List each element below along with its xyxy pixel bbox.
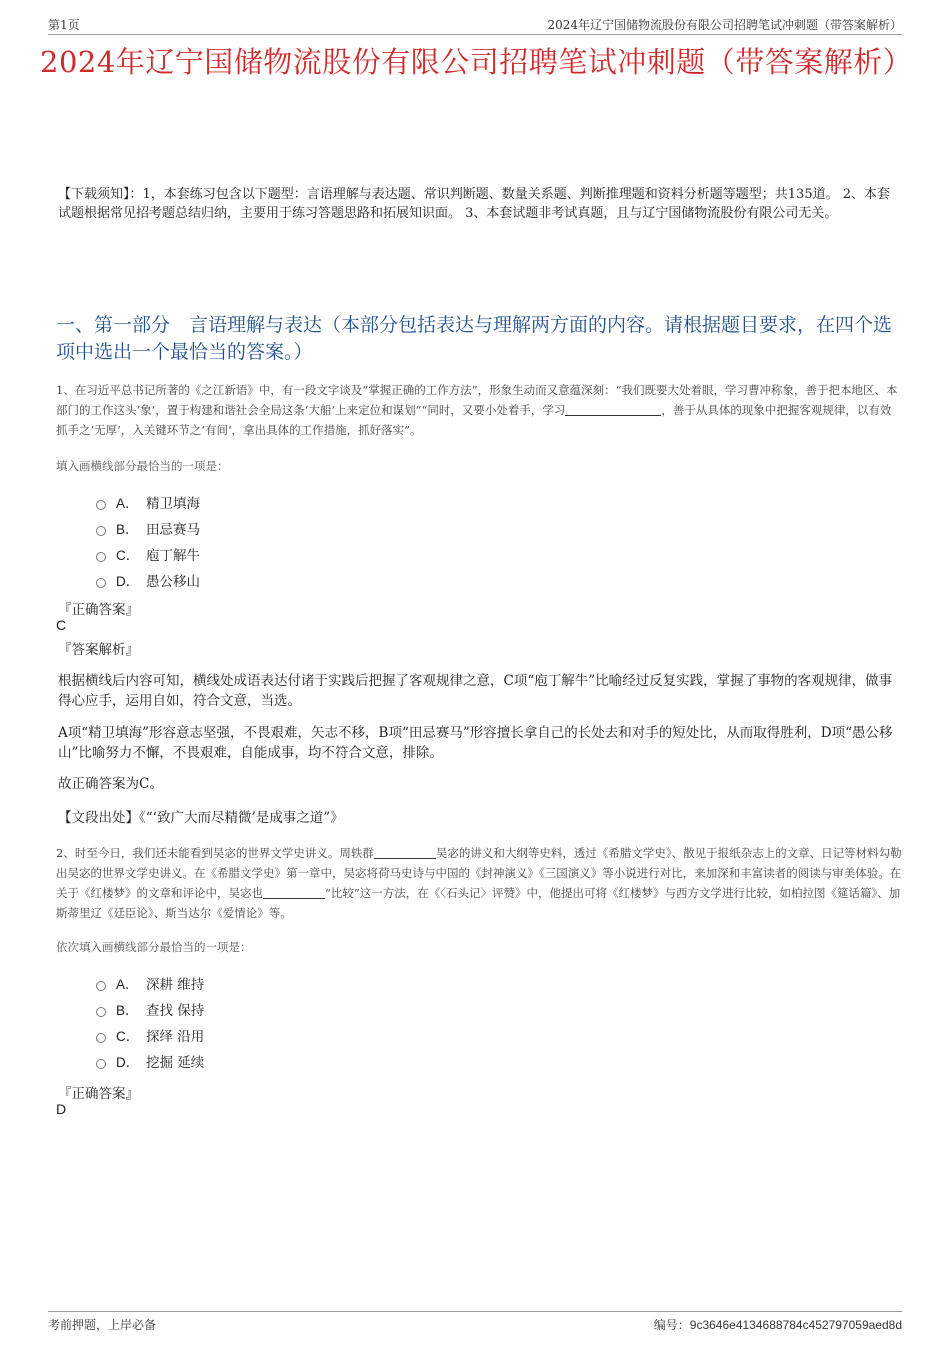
radio-button[interactable]: [96, 1059, 106, 1069]
download-notice: 【下载须知】：1，本套练习包含以下题型：言语理解与表达题、常识判断题、数量关系题、判断推理题和资料分析题等题型；共135道。 2、本套试题根据常见招考题总结归纳，主要用于练习答题思路和拓展知识面。 3、本套试题非考试真题，且与辽宁国储物流股份有限公司无关。: [58, 187, 890, 221]
question-2-option-a[interactable]: A． 深耕 维持: [96, 973, 204, 993]
analysis-conclusion: 故正确答案为C。: [58, 776, 163, 792]
question-2-option-c[interactable]: C． 探绎 沿用: [96, 1025, 204, 1045]
page-footer: [48, 1311, 902, 1334]
answer-blank: [565, 403, 661, 416]
header-doc-title: 2024年辽宁国储物流股份有限公司招聘笔试冲刺题（带答案解析）: [547, 18, 902, 32]
question-2-prompt: 依次填入画横线部分最恰当的一项是：: [56, 940, 252, 954]
text-source: 【文段出处】《“‘致广大而尽精微’是成事之道”》: [58, 810, 344, 826]
correct-answer: C: [56, 617, 67, 633]
analysis-label: 『答案解析』: [58, 642, 139, 658]
question-1-option-d[interactable]: D． 愚公移山: [96, 570, 200, 590]
question-1-prompt: 填入画横线部分最恰当的一项是：: [56, 459, 229, 473]
correct-answer: D: [56, 1101, 67, 1117]
question-1-option-b[interactable]: B． 田忌赛马: [96, 518, 200, 538]
section-heading: 一、第一部分 言语理解与表达（本部分包括表达与理解两方面的内容。请根据题目要求，在四个选项中选出一个最恰当的答案。）: [56, 314, 893, 363]
page-title: 2024年辽宁国储物流股份有限公司招聘笔试冲刺题（带答案解析）: [40, 45, 913, 79]
question-2-option-d[interactable]: D． 挖掘 延续: [96, 1051, 204, 1071]
radio-button[interactable]: [96, 500, 106, 510]
correct-answer-label: 『正确答案』: [58, 602, 139, 618]
radio-button[interactable]: [96, 578, 106, 588]
question-2-option-b[interactable]: B． 查找 保持: [96, 999, 204, 1019]
radio-button[interactable]: [96, 981, 106, 991]
radio-button[interactable]: [96, 526, 106, 536]
answer-blank: [374, 846, 436, 859]
footer-slogan: 考前押题，上岸必备: [48, 1318, 157, 1332]
question-1-stem: 1、在习近平总书记所著的《之江新语》中，有一段文字谈及“掌握正确的工作方法”，形象生动而又意蕴深刻：“我们既要大处着眼，学习曹冲称象，善于把本地区、本部门的工作这头‘象’，置于构建和谐社会全局这条‘大船’上来定位和谋划”“同时，又要小处着手，学习 ，善于从具体的现象中把握客观规律，以有效抓手之‘无厚’，入关键环节之‘有间’，拿出具体的工作措施，抓好落实”。: [56, 383, 898, 437]
page-header: [48, 14, 902, 35]
question-1-option-c[interactable]: C． 庖丁解牛: [96, 544, 200, 564]
question-2-stem: 2、时至今日，我们还未能看到吴宓的世界文学史讲义。周轶群 吴宓的讲义和大纲等史料，透过《希腊文学史》、散见于报纸杂志上的文章、日记等材料勾勒出吴宓的世界文学史讲义。在《希腊文学史》第一章中，吴宓将荷马史诗与中国的《封神演义》《三国演义》等小说进行对比，来加深和丰富读者的阅读与审美体验。在关于《红楼梦》的文章和评论中，吴宓也 “比较”这一方法，在《〈石头记〉评赞》中，他提出可将《红楼梦》与西方文学进行比较，如柏拉图《筵话篇》、加斯蒂里辽《廷臣论》、斯当达尔《爱情论》等。: [56, 846, 902, 920]
page-number: 第1页: [48, 18, 80, 32]
analysis-paragraph: 根据横线后内容可知，横线处成语表达付诸于实践后把握了客观规律之意，C项“庖丁解牛”比喻经过反复实践，掌握了事物的客观规律，做事得心应手，运用自如，符合文意，当选。: [58, 673, 893, 709]
document-code: 编号：9c3646e4134688784c452797059aed8d: [653, 1318, 902, 1332]
question-1-option-a[interactable]: A． 精卫填海: [96, 492, 200, 512]
correct-answer-label: 『正确答案』: [58, 1086, 139, 1102]
radio-button[interactable]: [96, 1033, 106, 1043]
radio-button[interactable]: [96, 1007, 106, 1017]
analysis-paragraph: A项“精卫填海”形容意志坚强，不畏艰难，矢志不移，B项“田忌赛马”形容擅长拿自己的长处去和对手的短处比，从而取得胜利，D项“愚公移山”比喻努力不懈，不畏艰难，自能成事，均不符合文意，排除。: [58, 725, 893, 761]
answer-blank: [263, 886, 325, 899]
radio-button[interactable]: [96, 552, 106, 562]
